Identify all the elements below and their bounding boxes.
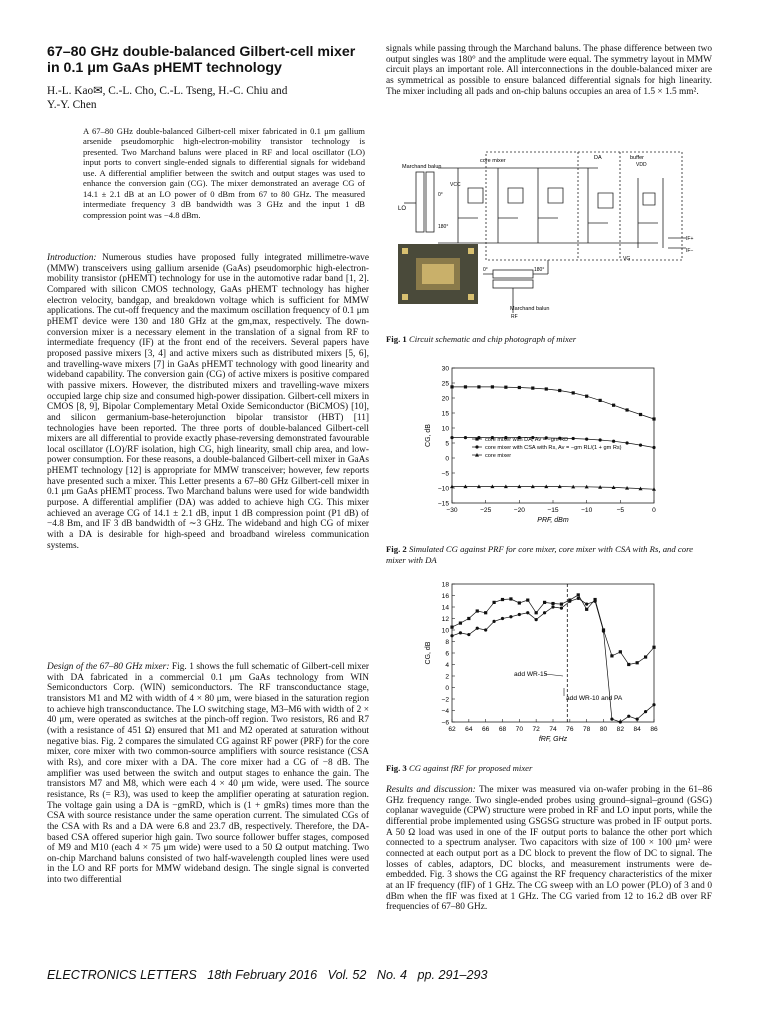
data-point — [450, 385, 453, 388]
data-point — [577, 593, 580, 596]
y-tick-label: 0 — [445, 684, 449, 692]
data-point — [619, 650, 622, 653]
y-tick-label: 0 — [445, 455, 449, 463]
data-point — [450, 634, 453, 637]
fig2-caption — [386, 544, 712, 565]
fig3-caption-text: CG against fRF for proposed mixer — [408, 763, 533, 773]
y-tick-label: 18 — [441, 581, 449, 589]
fig3-chart — [418, 578, 668, 750]
data-point — [484, 611, 487, 614]
x-tick-label: 84 — [633, 726, 641, 733]
x-tick-label: 74 — [549, 726, 557, 733]
data-point — [636, 718, 639, 721]
y-tick-label: −10 — [437, 485, 449, 493]
data-point — [610, 654, 613, 657]
series-line-0 — [452, 387, 654, 419]
x-tick-label: 66 — [481, 726, 490, 733]
data-point — [602, 630, 605, 633]
x-tick-label: −30 — [446, 507, 458, 514]
y-tick-label: −4 — [441, 707, 449, 715]
fig1-balun-bottom-label: Marchand balun — [510, 306, 550, 312]
data-point — [531, 387, 534, 390]
data-point — [518, 613, 521, 616]
data-point — [639, 413, 642, 416]
fig1-vcc: VCC — [450, 182, 461, 188]
results-section — [386, 785, 712, 913]
data-point — [484, 628, 487, 631]
y-tick-label: 20 — [441, 395, 449, 403]
y-tick-label: 25 — [441, 380, 449, 388]
y-tick-label: 2 — [445, 673, 449, 681]
data-point — [492, 620, 495, 623]
data-point — [627, 715, 630, 718]
data-point — [545, 387, 548, 390]
data-point — [467, 617, 470, 620]
legend-marker — [475, 445, 478, 448]
x-tick-label: 72 — [532, 726, 540, 733]
data-point — [518, 601, 521, 604]
x-tick-label: 86 — [650, 726, 658, 733]
data-point — [526, 599, 529, 602]
fig1-caption-text: Circuit schematic and chip photograph of mixer — [408, 334, 577, 344]
data-point — [476, 627, 479, 630]
data-point — [612, 404, 615, 407]
data-point — [492, 601, 495, 604]
data-point — [644, 710, 647, 713]
fig1-vdd: VDD — [636, 162, 647, 168]
x-tick-label: 70 — [515, 726, 524, 733]
annotation-arrow — [545, 674, 563, 676]
legend-entry: core mixer with DA, Av = −gm RD — [485, 437, 569, 444]
fig1-label: Fig. 1 — [386, 334, 407, 344]
x-axis-label: fRF, GHz — [538, 736, 568, 743]
data-point — [558, 389, 561, 392]
data-point — [459, 631, 462, 634]
abstract: A 67–80 GHz double-balanced Gilbert-cell mixer fabricated in 0.1 μm gallium arsenide pseudomorphic high-electron-mobility transistor technology is presented. Two Marchand baluns were placed in RF and local oscillator (LO) input ports to convert single-ended signals to differential signals for wideband use. A differential amplifier between the switch and output stages was used to enhance the conversion gain (CG). The mixer demonstrated an average CG of 14.1 ± 2.1 dB at an LO power of 0 dBm from 67 to 80 GHz. The measured intermediate frequency 3 dB bandwidth was 3 GHz and the input 1 dB compression point was −4.8 dBm. — [83, 126, 365, 220]
fig2-chart — [418, 360, 668, 530]
fig1-phase-0-bottom: 0° — [483, 267, 488, 273]
x-tick-label: 68 — [498, 726, 507, 733]
y-tick-label: 10 — [441, 425, 449, 433]
fig1-if-plus: IF+ — [686, 236, 694, 242]
fig3-caption — [386, 763, 532, 774]
x-tick-label: 0 — [652, 507, 656, 514]
journal-footer: ELECTRONICS LETTERS 18th February 2016 Vol. 52 No. 4 pp. 291–293 — [47, 968, 488, 982]
data-point — [639, 444, 642, 447]
y-tick-label: 15 — [441, 410, 449, 418]
introduction-text: Numerous studies have proposed fully integrated millimetre-wave (MMW) transceivers using gallium arsenide (GaAs) pseudomorphic high-electron-mobility transistor (pHEMT) technology for use in the automotive radar band [1, 2]. Compared with silicon CMOS technology, GaAs pHEMT technology has higher electron velocity, bandgap, and breakdown voltage which is sufficient for MMW applications. The cut-off frequency and the maximum oscillation frequency of 0.1 μm pHEMT device were 130 and 180 GHz at the gm,max, respectively. The down-conversion mixer is a necessary element in the translation of a signal from RF to intermediate frequency (IF) at the front end of the receivers. Several papers have proposed passive mixers [3, 4] and active mixers such as distributed mixers [5, 6], and travelling-wave mixers [7] in GaAs pHEMT technology with good linearity and wideband capability. The conversion gain (CG) of active mixers is positive compared with passive mixers. However, the distributed mixers and travelling-wave mixers occupied large chip size and consumed high-power dissipation. Gilbert-cell mixers in CMOS [8, 9], Bipolar Complementary Metal Oxide Semiconductor (BiCMOS) [10], and silicon germanium-base-heterojunction bipolar transistor (HBT) [11] technologies have been reported. The three ports of double-balanced Gilbert-cell mixers are all differential to provide exactly phase-reversing demonstrated favourable local oscillator (LO)/RF isolation, high CG, high linearity, small chip area, and low-power consumption. For these reasons, a double-balanced Gilbert-cell mixer in GaAs pHEMT technology [12] is appropriate for MMW transceiver; however, few reports have presented such a mixer. This Letter presents a 67–80 GHz Gilbert-cell mixer in 0.1 μm GaAs pHEMT process. Two Marchand baluns were used for wide bandwidth purpose. A differential amplifier (DA) was added to achieve high CG. This mixer achieved an average CG of 14.1 ± 2.1 dB, input 1 dB compression point (P1 dB) of −4.8 Bm, and IF 3 dB bandwidth of ∼3 GHz. The wideband and high CG of mixer with a DA is desirable for high-speed and broadband wireless communication systems. — [47, 253, 369, 551]
fig3-label: Fig. 3 — [386, 763, 407, 773]
data-point — [572, 391, 575, 394]
data-point — [560, 603, 563, 606]
results-heading: Results and discussion: — [386, 785, 476, 795]
data-point — [509, 597, 512, 600]
data-point — [501, 598, 504, 601]
legend-entry: core mixer — [485, 453, 512, 460]
fig2-caption-text: Simulated CG against PRF for core mixer, core mixer with CSA with Rs, and core mixer with DA — [386, 544, 694, 565]
x-axis-label: PRF, dBm — [537, 517, 569, 524]
data-point — [577, 597, 580, 600]
fig1-vg: VG — [623, 256, 631, 262]
results-text: The mixer was measured via on-wafer probing in the 61–86 GHz frequency range. Two single-ended probes using ground–signal–ground (GSG) coplanar waveguide (CPW) structure were probed in RF and LO input ports, while the differential probe implemented using GSGSG structure was probed in IF output ports. A 50 Ω load was used in one of the IF output ports to balance the other port which connected to a spectrum analyser. Two capacitors with size of 100 × 100 μm² were connected at each output port as a DC block to prevent the flow of DC to signal. The losses of cables, adaptors, DC blocks, and measurement instruments were de-embedded. Fig. 3 shows the CG against the RF frequency characteristics of the mixer at an IF frequency (fIF) of 1 GHz. The CG sweep with an LO power (PLO) of 3 and 0 dBm when the fIF was fixed at 1 GHz. The CG varied from 12 to 16.2 dB over RF frequencies of 67–80 GHz. — [386, 785, 713, 913]
data-point — [627, 663, 630, 666]
data-point — [459, 622, 462, 625]
data-point — [543, 611, 546, 614]
data-point — [652, 417, 655, 420]
x-tick-label: −15 — [547, 507, 559, 514]
data-point — [491, 385, 494, 388]
data-point — [585, 395, 588, 398]
fig1-da-label: DA — [594, 155, 602, 161]
y-tick-label: −15 — [437, 500, 449, 508]
x-tick-label: 64 — [465, 726, 473, 733]
fig2-label: Fig. 2 — [386, 544, 407, 554]
series-line-1 — [452, 598, 654, 722]
y-axis-label: CG, dB — [425, 641, 432, 665]
data-point — [572, 437, 575, 440]
data-point — [585, 603, 588, 606]
rf-balun-shape — [493, 270, 533, 278]
x-tick-label: 76 — [566, 726, 574, 733]
y-tick-label: 4 — [445, 661, 449, 669]
data-point — [535, 618, 538, 621]
legend-entry: core mixer with CSA with Rs, Av = −gm RL/(1 + gm Rs) — [485, 445, 622, 452]
y-tick-label: 16 — [441, 592, 449, 600]
y-tick-label: −5 — [441, 470, 449, 478]
x-tick-label: 82 — [616, 726, 625, 733]
data-point — [625, 408, 628, 411]
data-point — [476, 609, 479, 612]
data-point — [450, 626, 453, 629]
data-point — [619, 720, 622, 723]
fig1-phase-0-top: 0° — [438, 192, 443, 198]
fig1-phase-180-bottom: 180° — [534, 267, 545, 273]
legend-marker — [475, 437, 478, 440]
fig1-if-minus: IF− — [686, 248, 694, 254]
x-tick-label: −5 — [616, 507, 625, 514]
data-point — [501, 617, 504, 620]
x-tick-label: 62 — [448, 726, 456, 733]
data-point — [535, 611, 538, 614]
fig1-schematic — [398, 148, 698, 318]
fig1-balun-top-label: Marchand balun — [402, 164, 442, 170]
data-point — [636, 661, 639, 664]
authors-line-1: H.-L. Kao✉, C.-L. Cho, C.-L. Tseng, H.-C. Chiu and — [47, 85, 288, 97]
data-point — [652, 646, 655, 649]
fig1-buffer-label: buffer — [630, 155, 644, 161]
plot-frame — [452, 368, 654, 503]
x-tick-label: 78 — [582, 726, 591, 733]
data-point — [610, 718, 613, 721]
x-tick-label: −25 — [480, 507, 492, 514]
y-tick-label: −6 — [441, 719, 449, 727]
design-heading: Design of the 67–80 GHz mixer: — [47, 662, 170, 672]
annotation: add WR-15 — [514, 671, 548, 678]
data-point — [551, 605, 554, 608]
annotation: add WR-10 and PA — [566, 695, 623, 702]
data-point — [526, 611, 529, 614]
fig1-rf-port: RF — [511, 314, 518, 318]
y-tick-label: 6 — [445, 650, 449, 658]
y-tick-label: 5 — [445, 440, 449, 448]
design-section — [47, 662, 369, 886]
x-tick-label: −10 — [581, 507, 593, 514]
data-point — [543, 601, 546, 604]
x-tick-label: −20 — [513, 507, 525, 514]
data-point — [509, 615, 512, 618]
y-axis-label: CG, dB — [425, 424, 432, 447]
series-line-0 — [452, 595, 654, 665]
series-line-2 — [452, 487, 654, 490]
data-point — [504, 386, 507, 389]
y-tick-label: 12 — [441, 615, 449, 623]
data-point — [625, 441, 628, 444]
data-point — [568, 600, 571, 603]
fig1-caption — [386, 334, 576, 345]
data-point — [652, 703, 655, 706]
data-point — [518, 386, 521, 389]
y-tick-label: 10 — [441, 627, 449, 635]
introduction-section — [47, 253, 369, 551]
data-point — [593, 600, 596, 603]
y-tick-label: −2 — [441, 696, 449, 704]
data-point — [467, 633, 470, 636]
data-point — [477, 385, 480, 388]
paper-title: 67–80 GHz double-balanced Gilbert-cell mixer in 0.1 μm GaAs pHEMT technology — [47, 44, 356, 76]
data-point — [599, 399, 602, 402]
data-point — [644, 655, 647, 658]
authors-line-2: Y.-Y. Chen — [47, 99, 97, 111]
data-point — [585, 608, 588, 611]
fig1-core-label: core mixer — [480, 158, 506, 164]
y-tick-label: 14 — [441, 604, 449, 612]
introduction-heading: Introduction: — [47, 253, 97, 263]
data-point — [585, 438, 588, 441]
fig1-lo-port: LO — [398, 206, 407, 212]
y-tick-label: 8 — [445, 638, 449, 646]
fig1-phase-180-top: 180° — [438, 224, 449, 230]
lo-balun-shape — [416, 172, 424, 232]
data-point — [599, 438, 602, 441]
data-point — [551, 602, 554, 605]
data-point — [464, 385, 467, 388]
data-point — [652, 446, 655, 449]
design-text: Fig. 1 shows the full schematic of Gilbert-cell mixer with DA fabricated in a commercial 0.1 μm GaAs technology from WIN Semiconductors Corp. (WIN) semiconductors. The RF transconductance stage, transistors M1 and M2 with width of 4 × 80 μm, were biased in the saturation region to achieve high transconductance. The LO switching stage, M3–M6 with width of 2 × 40 μm, were operated as switches at the pinch-off region. Two resistors, R6 and R7 (with a resistance of 451 Ω) ensured that M1 and M2 operated at saturation without negative bias. Fig. 2 compares the simulated CG against RF power (PRF) for the core mixer, core mixer with two common-source amplifiers with source resistance (CSA with Rs), and core mixer with a DA. The core mixer had a CG of −8 dB. The amplifier was used between the switch and output stages to enhance the gain. The transistors M7 and M8, which were each 4 × 40 μm wide, were used. The source resistance, Rs (= R3), was used to keep the amplifier operating at saturation region. The voltage gain using a DA is −gmRD, which is (1 + gmRs) times more than the CSA with source resistance under the same operation current. The simulated CGs of the CSA with Rs and a DA were 6.8 and 23.7 dB, respectively. Therefore, the DA-based CSA offered superior high gain. Two source follower buffer stages, composed of M9 and M10 (each 4 × 75 μm wide) were used to a 50 Ω output matching. Two on-chip Marchand baluns consisted of two half-wavelength coupled lines were used in the LO and RF ports for MMW wideband design. The single signal is converted into two differential — [47, 662, 369, 886]
data-point — [450, 436, 453, 439]
data-point — [560, 607, 563, 610]
x-tick-label: 80 — [599, 726, 608, 733]
data-point — [612, 440, 615, 443]
right-column-top-text: signals while passing through the Marchand baluns. The phase difference between two output singles was 180° and the amplitude were equal. The symmetry layout in MMW circuit plays an important role. All interconnections in the double-balanced mixer are as symmetrical as possible to ensure balanced differential signals for high linearity. The mixer including all pads and on-chip baluns occupies an area of 1.5 × 1.5 mm². — [386, 44, 712, 97]
data-point — [464, 436, 467, 439]
y-tick-label: 30 — [441, 365, 449, 373]
authors — [47, 84, 369, 112]
